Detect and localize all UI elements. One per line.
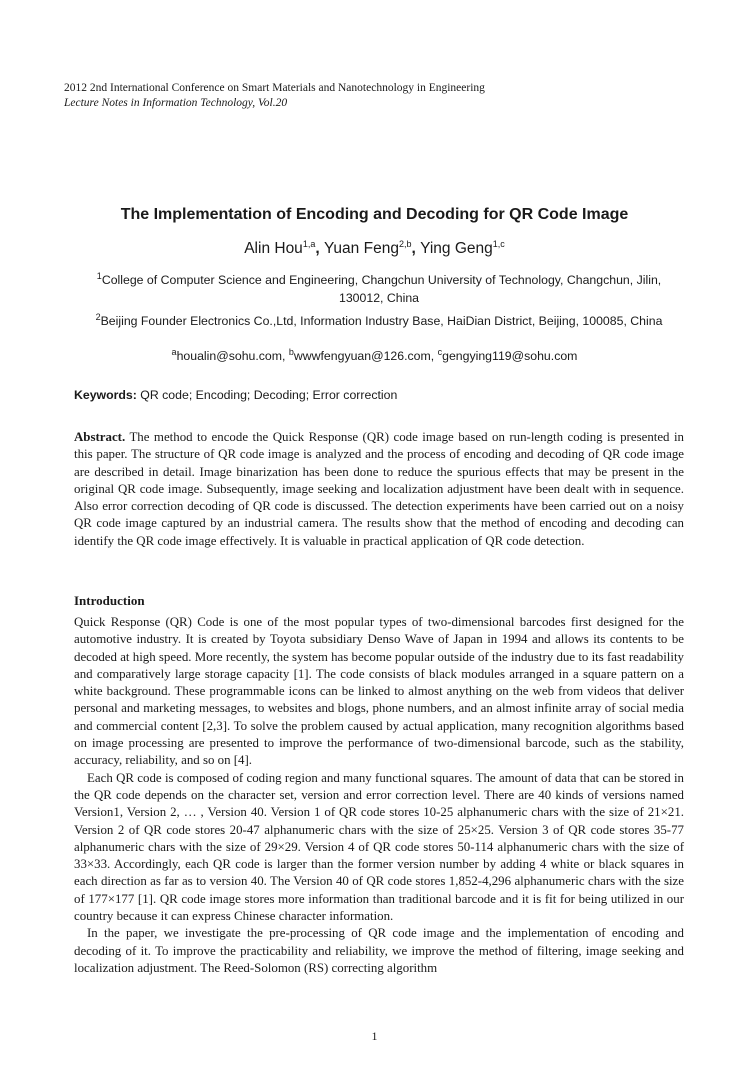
conference-header [64,81,485,111]
email-address: wwwfengyuan@126.com, [293,349,438,364]
paragraph: In the paper, we investigate the pre-processing of QR code image and the implementation of encoding and decoding of it. To improve the practicability and reliability, we improve the method of filtering, image seeking and localization adjustment. The Reed-Solomon (RS) correcting algorithm [74,926,684,975]
affiliation [74,308,684,330]
author-name: Ying Geng [420,240,493,258]
email-address: houalin@sohu.com, [176,349,289,364]
author-name: Yuan Feng [323,240,399,258]
author-separator: , [411,240,421,258]
conference-name: 2012 2nd International Conference on Smart Materials and Nanotechnology in Engineering [64,82,485,94]
abstract [74,429,684,550]
introduction-body [74,614,684,977]
page-number: 1 [371,1029,378,1043]
author-affiliation-mark: 1,c [492,239,505,249]
author-affiliation-mark: 2,b [398,239,412,249]
paragraph: Each QR code is composed of coding region and many functional squares. The amount of data that can be stored in the QR code depends on the character set, version and error correction level. There are 40 kinds of versions named Version1, Version 2, … , Version 40. Version 1 of QR code stores 10-25 alphanumeric chars with the size of 21×21. Version 2 of QR code stores 20-47 alphanumeric chars with the size of 25×25. Version 3 of QR code stores 35-77 alphanumeric chars with the size of 29×29. Version 4 of QR code stores 50-114 alphanumeric chars with the size of 33×33. Accordingly, each QR code is larger than the former version number by adding 4 white or black squares in each direction as far as to version 40. The Version 40 of QR code stores 1,852-4,296 alphanumeric chars with the size of 177×177 [1]. QR code image stores more information than traditional barcode and it is fit for being utilized in our country because it can express Chinese character information. [74,770,684,924]
affiliation-mark: 2 [95,312,101,322]
series-name: Lecture Notes in Information Technology, Vol.20 [64,97,288,109]
author-emails [0,347,749,363]
affiliation-text: Beijing Founder Electronics Co.,Ltd, Information Industry Base, HaiDian District, Beijing, 100085, China [100,314,663,329]
author-name: Alin Hou [244,240,303,258]
affiliation [74,267,684,307]
affiliation-text: College of Computer Science and Engineering, Changchun University of Technology, Changchun, Jilin, 130012, China [101,273,662,306]
email-address: gengying119@sohu.com [442,349,578,364]
abstract-label: Abstract. [74,430,126,444]
keywords [74,388,397,402]
paper-title: The Implementation of Encoding and Decoding for QR Code Image [120,206,629,223]
author-affiliation-mark: 1,a [302,239,316,249]
author-separator: , [315,240,324,258]
paragraph: Quick Response (QR) Code is one of the most popular types of two-dimensional barcodes first designed for the automotive industry. It is created by Toyota subsidiary Denso Wave of Japan in 1994 and allows its contents to be decoded at high speed. More recently, the system has become popular outside of the industry due to its fast readability and comparatively large storage capacity [1]. The code consists of black modules arranged in a square pattern on a white background. These programmable icons can be linked to almost anything on the web from videos that deliver personal and marketing messages, to websites and blogs, phone numbers, and an almost infinite array of social media and commercial content [2,3]. To solve the problem caused by actual application, many recognition algorithms based on image processing are presented to improve the performance of two-dimensional barcode, such as the stability, accuracy, reliability, and so on [4]. [74,615,684,768]
keywords-text: QR code; Encoding; Decoding; Error correction [140,388,398,402]
author-list [0,239,749,258]
email-mark: b [288,347,294,357]
email-mark: c [437,347,443,357]
section-heading-introduction: Introduction [74,593,145,608]
keywords-label: Keywords: [74,388,137,402]
abstract-text: The method to encode the Quick Response (QR) code image based on run-length coding is presented in this paper. The structure of QR code image is analyzed and the process of encoding and decoding of QR code image are described in detail. Image binarization has been done to reduce the spurious effects that may be present in the original QR code image. Subsequently, image seeking and localization adjustment have been dealt with in sequence. Also error correction decoding of QR code is discussed. The detection experiments have been carried out on a noisy QR code image captured by an industrial camera. The results show that the method of encoding and decoding can identify the QR code image effectively. It is valuable in practical application of QR code detection. [74,430,684,548]
email-mark: a [171,347,177,357]
affiliation-mark: 1 [96,271,102,281]
